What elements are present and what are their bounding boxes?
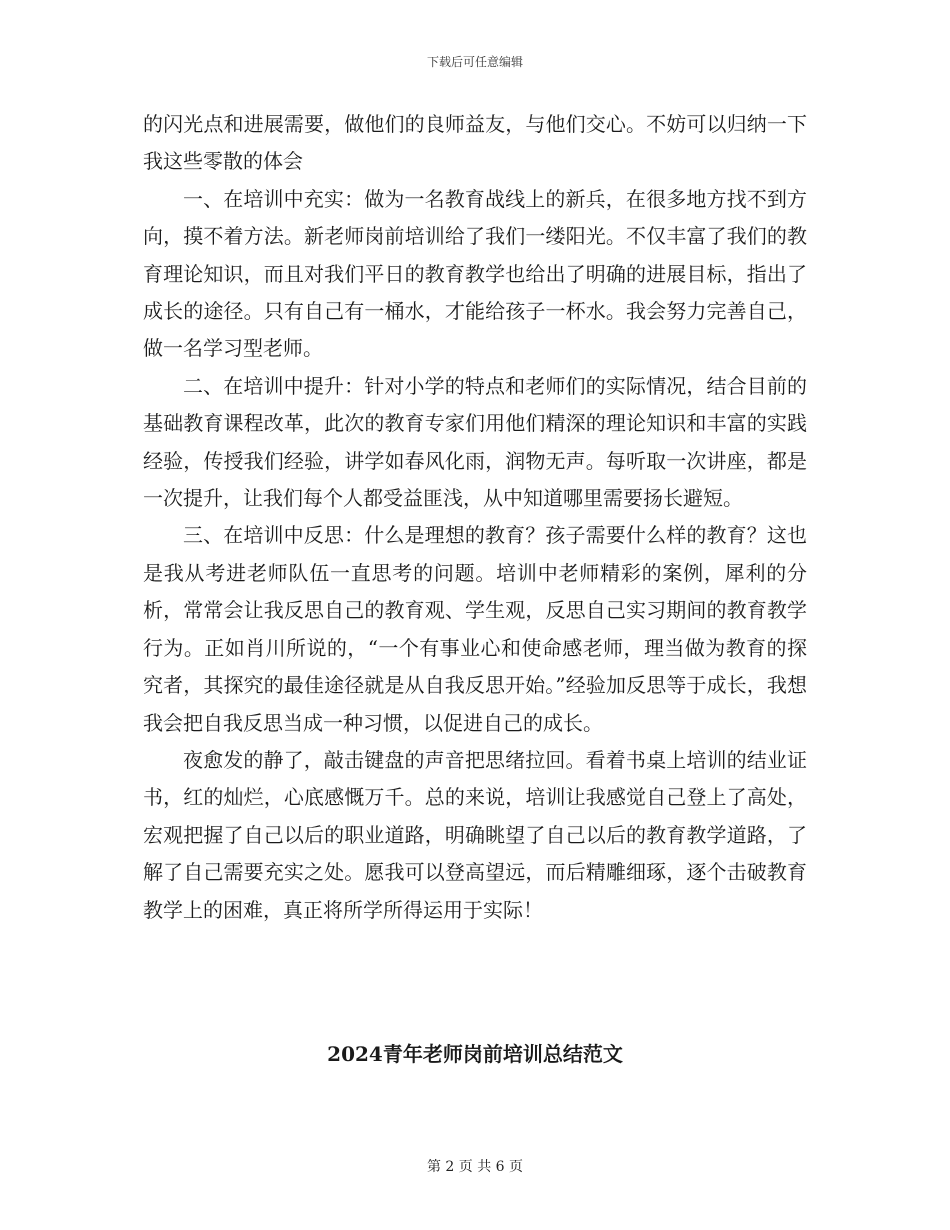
paragraph-continuation: 的闪光点和进展需要，做他们的良师益友，与他们交心。不妨可以归纳一下我这些零散的体会 <box>143 112 807 174</box>
paragraph-section-one: 一、在培训中充实：做为一名教育战线上的新兵，在很多地方找不到方向，摸不着方法。新老师岗前培训给了我们一缕阳光。不仅丰富了我们的教育理论知识，而且对我们平日的教育教学也给出了明确的进展目标，指出了成长的途径。只有自己有一桶水，才能给孩子一杯水。我会努力完善自己，做一名学习型老师。 <box>143 186 807 361</box>
paragraph-conclusion: 夜愈发的静了，敲击键盘的声音把思绪拉回。看着书桌上培训的结业证书，红的灿烂，心底感慨万千。总的来说，培训让我感觉自己登上了高处，宏观把握了自己以后的职业道路，明确眺望了自己以后的教育教学道路，了解了自己需要充实之处。愿我可以登高望远，而后精雕细琢，逐个击破教育教学上的困难，真正将所学所得运用于实际！ <box>143 747 807 922</box>
section-title: 2024青年老师岗前培训总结范文 <box>327 1042 623 1066</box>
paragraph-section-three: 三、在培训中反思：什么是理想的教育？孩子需要什么样的教育？这也是我从考进老师队伍一直思考的问题。培训中老师精彩的案例，犀利的分析，常常会让我反思自己的教育观、学生观，反思自己实习期间的教育教学行为。正如肖川所说的，“一个有事业心和使命感老师，理当做为教育的探究者，其探究的最佳途径就是从自我反思开始。”经验加反思等于成长，我想我会把自我反思当成一种习惯，以促进自己的成长。 <box>143 523 807 735</box>
page-header: 下载后可任意编辑 <box>426 55 523 69</box>
page-footer: 第 2 页 共 6 页 <box>426 1159 524 1175</box>
paragraph-section-two: 二、在培训中提升：针对小学的特点和老师们的实际情况，结合目前的基础教育课程改革，此次的教育专家们用他们精深的理论知识和丰富的实践经验，传授我们经验，讲学如春风化雨，润物无声。每听取一次讲座，都是一次提升，让我们每个人都受益匪浅，从中知道哪里需要扬长避短。 <box>143 373 807 511</box>
document-body <box>143 106 807 929</box>
